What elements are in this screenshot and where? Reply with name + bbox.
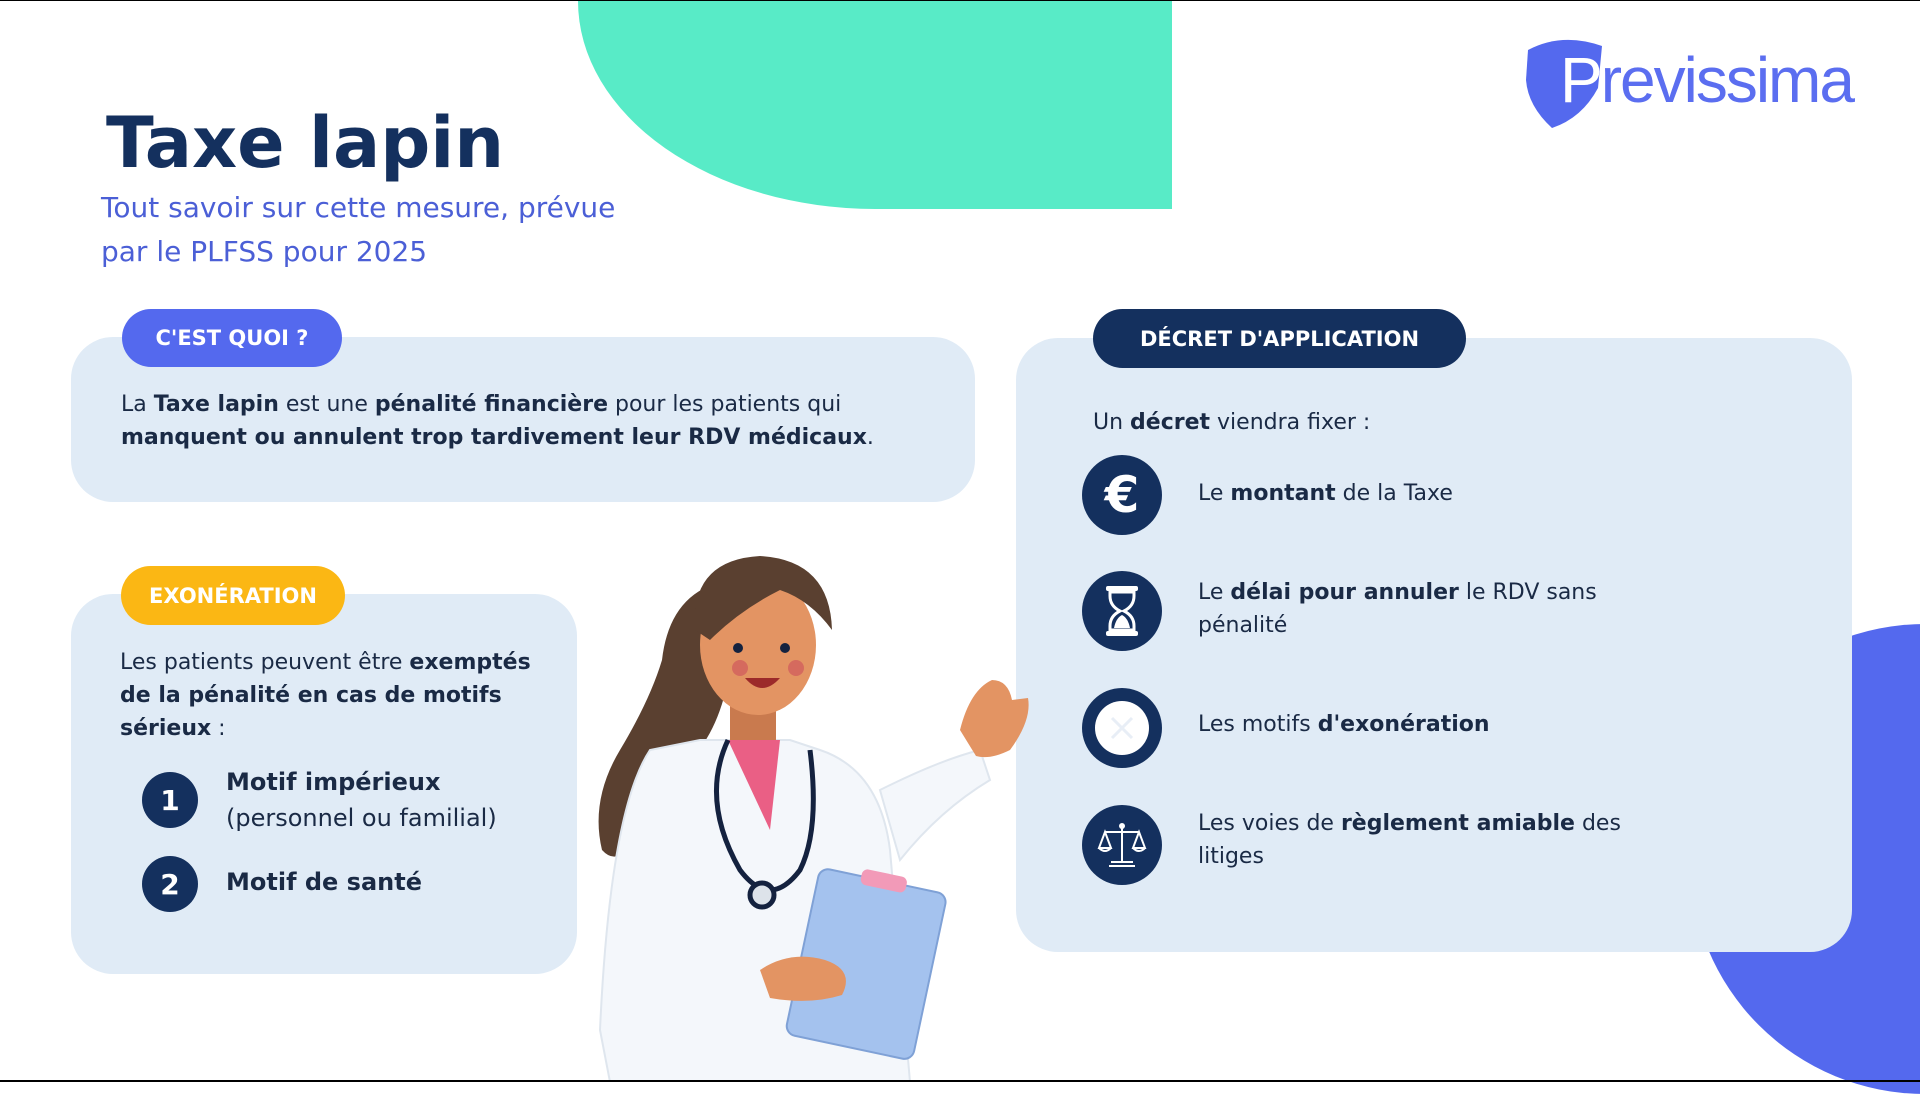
exoneration-badge: EXONÉRATION	[121, 566, 345, 625]
def-text-1: La	[121, 392, 154, 417]
scales-icon	[1082, 805, 1162, 885]
def-bold-1: Taxe lapin	[153, 392, 279, 417]
item1-post: de la Taxe	[1335, 481, 1453, 506]
page-subtitle: Tout savoir sur cette mesure, prévue par le PLFSS pour 2025	[101, 191, 616, 268]
decree-badge: DÉCRET D'APPLICATION	[1093, 309, 1466, 368]
definition-badge: C'EST QUOI ?	[122, 309, 342, 367]
item3-bold: d'exonération	[1317, 712, 1490, 737]
decree-item-exoneration	[1198, 708, 1628, 741]
decree-item-delay	[1198, 576, 1628, 642]
item4-bold: règlement amiable	[1340, 811, 1575, 836]
hourglass-glyph	[1102, 584, 1142, 638]
motif-label-1: Motif impérieux	[226, 768, 441, 796]
item4-post: des litiges	[1198, 811, 1621, 869]
exo-intro-1: Les patients peuvent être	[120, 650, 410, 675]
motif-item-1	[226, 764, 497, 836]
decree-intro-bold: décret	[1130, 410, 1211, 435]
def-text-3: pour les patients qui	[608, 392, 842, 417]
item3-pre: Les motifs	[1198, 712, 1318, 737]
exo-intro-bold: exemptés de la pénalité en cas de motifs sérieux	[120, 650, 531, 741]
previssima-logo	[1520, 34, 1860, 130]
cross-icon	[1082, 688, 1162, 768]
decree-intro	[1093, 406, 1370, 439]
item2-pre: Le	[1198, 580, 1231, 605]
def-bold-2: pénalité financière	[374, 392, 608, 417]
exo-intro-2: :	[211, 716, 226, 741]
number-badge-2: 2	[142, 856, 198, 912]
doctor-illustration	[580, 550, 1060, 1082]
item2-bold: délai pour annuler	[1230, 580, 1459, 605]
motif-item-2	[226, 864, 422, 900]
cross-glyph	[1094, 700, 1150, 756]
brand-first-letter: P	[1560, 44, 1601, 116]
def-text-4: .	[866, 425, 874, 450]
motif-detail-1: (personnel ou familial)	[226, 804, 497, 832]
euro-glyph: €	[1104, 466, 1140, 524]
def-text-2: est une	[278, 392, 375, 417]
brand-wordmark	[1560, 44, 1853, 116]
motif-label-2: Motif de santé	[226, 868, 422, 896]
scales-glyph	[1097, 820, 1147, 870]
item4-pre: Les voies de	[1198, 811, 1341, 836]
decree-item-settlement	[1198, 807, 1628, 873]
decorative-mint-shape	[578, 1, 1172, 209]
decree-item-amount	[1198, 477, 1628, 510]
item2-post: le RDV sans pénalité	[1198, 580, 1597, 638]
brand-rest: revissima	[1600, 44, 1853, 116]
decree-intro-1: Un	[1093, 410, 1131, 435]
item1-pre: Le	[1198, 481, 1231, 506]
item1-bold: montant	[1230, 481, 1336, 506]
euro-icon	[1082, 455, 1162, 535]
exoneration-intro	[120, 646, 540, 745]
number-badge-1: 1	[142, 772, 198, 828]
decree-intro-2: viendra fixer :	[1210, 410, 1371, 435]
def-bold-3: manquent ou annulent trop tardivement leur RDV médicaux	[121, 425, 867, 450]
definition-text	[121, 388, 951, 454]
page-title: Taxe lapin	[106, 102, 505, 184]
hourglass-icon	[1082, 571, 1162, 651]
